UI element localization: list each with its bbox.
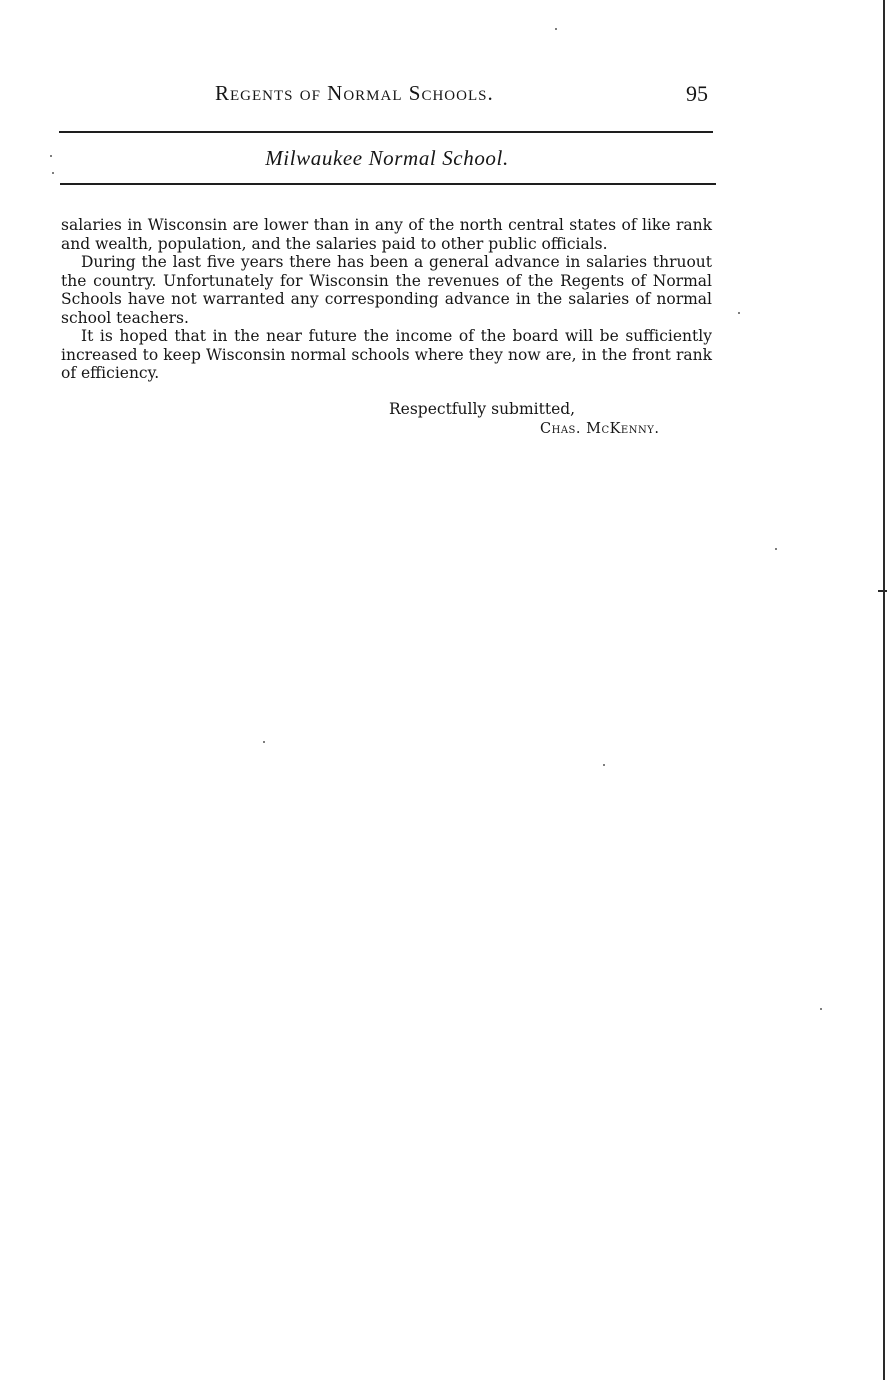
section-title: Milwaukee Normal School. (265, 146, 509, 170)
body-text (61, 216, 712, 383)
header-rule-bottom (60, 183, 716, 185)
scan-speck (738, 312, 740, 314)
scan-speck (263, 741, 265, 743)
scan-speck (820, 1008, 822, 1010)
scan-speck (50, 155, 52, 157)
paragraph-3: It is hoped that in the near future the income of the board will be sufficiently increased to keep Wisconsin normal schools where they now are, in the front rank of efficiency. (61, 327, 712, 382)
scan-edge-line (883, 0, 885, 1380)
scan-speck (52, 172, 54, 174)
closing-line: Respectfully submitted, (389, 400, 576, 418)
scan-speck (555, 28, 557, 30)
scan-speck (775, 548, 777, 550)
signature: Chas. McKenny. (540, 421, 660, 437)
scan-edge-tick (878, 590, 887, 592)
scan-speck (603, 764, 605, 766)
page-number: 95 (686, 81, 708, 106)
header-rule-top (59, 131, 713, 133)
running-head-title: Regents of Normal Schools. (215, 81, 494, 105)
paragraph-2: During the last five years there has been a general advance in salaries thruout the country. Unfortunately for Wisconsin the revenues of the Regents of Normal Schools have not warranted any corresponding advance in the salaries of normal school teachers. (61, 253, 712, 327)
paragraph-1: salaries in Wisconsin are lower than in any of the north central states of like rank and wealth, population, and the salaries paid to other public officials. (61, 216, 712, 253)
